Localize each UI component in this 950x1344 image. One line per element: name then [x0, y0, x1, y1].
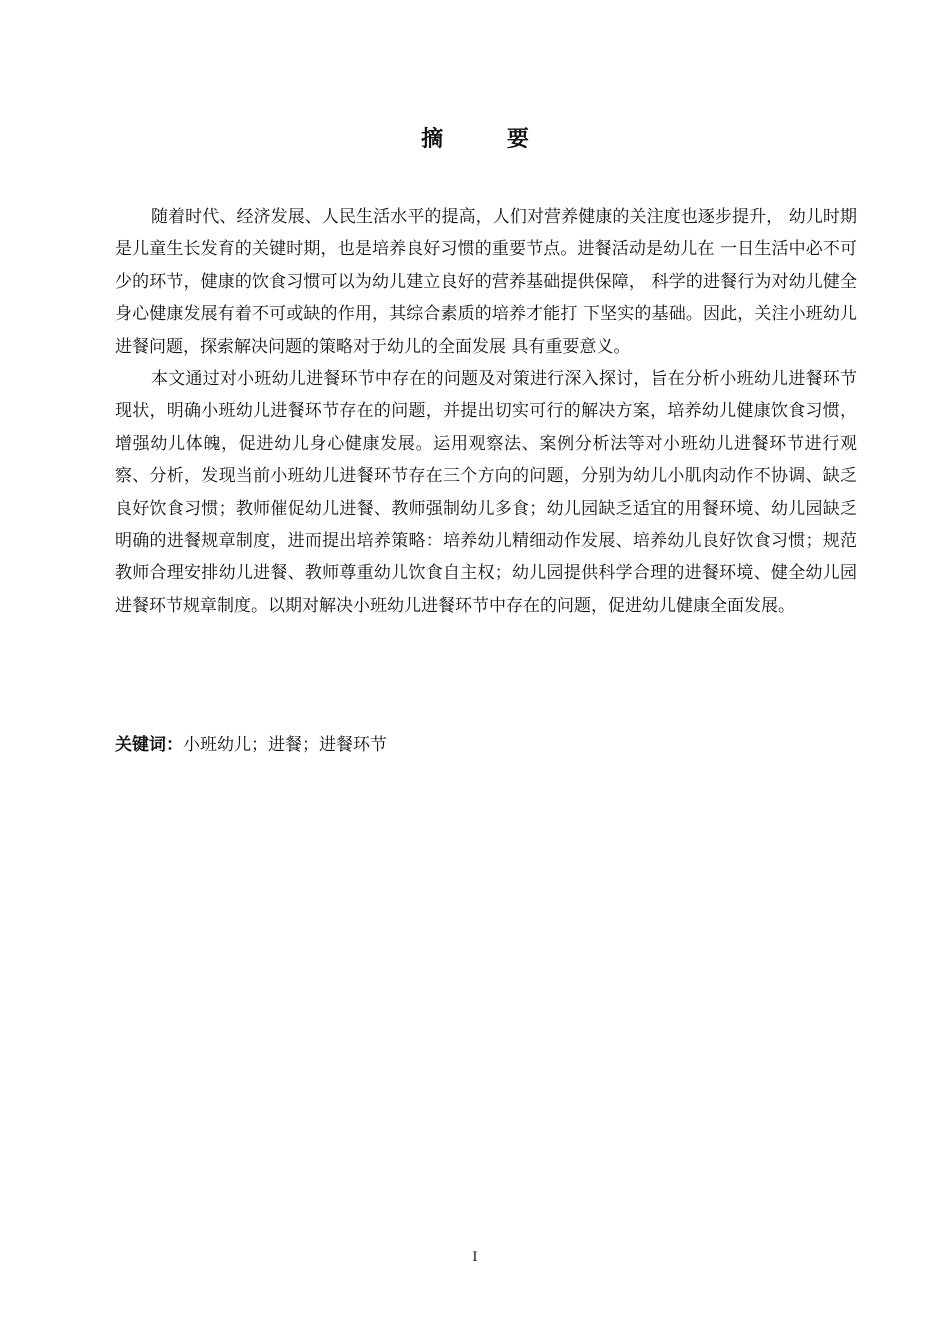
abstract-paragraph-1: 随着时代、经济发展、人民生活水平的提高，人们对营养健康的关注度也逐步提升， 幼儿时期是儿童生长发育的关键时期，也是培养良好习惯的重要节点。进餐活动是幼儿在 一日生活中必不可少的环节，健康的饮食习惯可以为幼儿建立良好的营养基础提供保障， 科学的进餐行为对幼儿健全身心健康发展有着不可或缺的作用，其综合素质的培养才能打 下坚实的基础。因此，关注小班幼儿进餐问题，探索解决问题的策略对于幼儿的全面发展 具有重要意义。: [115, 207, 857, 357]
abstract-body: [115, 201, 857, 622]
keywords-label: 关键词：: [115, 735, 183, 755]
keywords-value: 小班幼儿；进餐；进餐环节: [183, 735, 387, 755]
keywords-line: [115, 729, 857, 761]
abstract-title: 摘 要: [421, 126, 557, 152]
page-number: I: [472, 1250, 478, 1265]
abstract-paragraph-2: 本文通过对小班幼儿进餐环节中存在的问题及对策进行深入探讨，旨在分析小班幼儿进餐环节现状，明确小班幼儿进餐环节存在的问题，并提出切实可行的解决方案，培养幼儿健康饮食习惯，增强幼儿体魄，促进幼儿身心健康发展。运用观察法、案例分析法等对小班幼儿进餐环节进行观察、分析，发现当前小班幼儿进餐环节存在三个方向的问题，分别为幼儿小肌肉动作不协调、缺乏良好饮食习惯；教师催促幼儿进餐、教师强制幼儿多食；幼儿园缺乏适宜的用餐环境、幼儿园缺乏明确的进餐规章制度，进而提出培养策略：培养幼儿精细动作发展、培养幼儿良好饮食习惯；规范教师合理安排幼儿进餐、教师尊重幼儿饮食自主权；幼儿园提供科学合理的进餐环境、健全幼儿园进餐环节规章制度。以期对解决小班幼儿进餐环节中存在的问题，促进幼儿健康全面发展。: [115, 369, 857, 616]
